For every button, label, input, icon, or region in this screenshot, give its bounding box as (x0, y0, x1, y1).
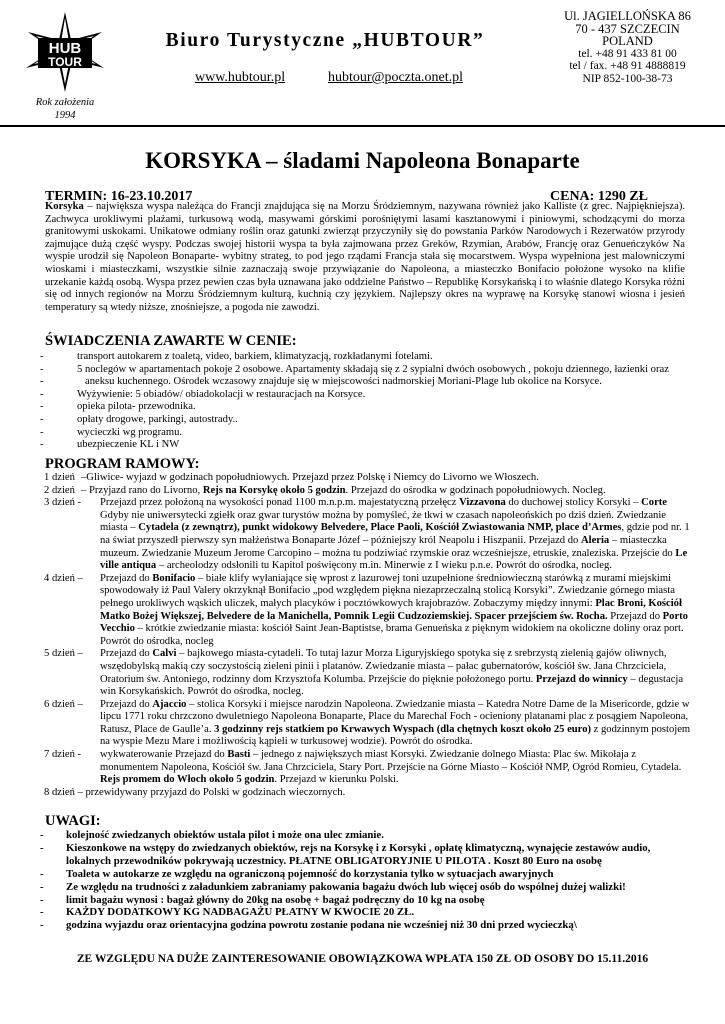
page-title: KORSYKA – śladami Napoleona Bonaparte (145, 148, 580, 173)
list-item: - opieka pilota- przewodnika. (40, 401, 690, 414)
list-item: - transport autokarem z toaletą, video, barkiem, klimatyzacją, rozkładanymi fotelami. (40, 351, 690, 364)
deposit-notice: ZE WZGLĘDU NA DUŻE ZAINTERESOWANIE OBOWIĄZKOWA WPŁATA 150 ZŁ OD OSOBY DO 15.11.2016 (76, 953, 649, 965)
intro-text: – największa wyspa należąca do Francji znajdująca się na Morzu Śródziemnym, nazywana również jako Kalliste (z grec. Najpiękniejsza). Zachwyca urokliwymi plażami, turkusową wodą, masywami górskimi porośniętymi lasami kasztanowymi i piniowymi, schodzącymi do morza granitowymi uskokami. Unikatowe odmiany roślin oraz gatunki zwierząt przyczyniły się do powstania Parków Narodowych i Rezerwatów przyrody zajmujące dużą część wyspy. Podczas swojej historii wyspa ta była zajmowana przez Greków, Rzymian, Arabów, Francję oraz Genueńczyków Na wyspie urodził się Napoleon Bonaparte- wybitny strateg, to pod jego rządami Francja stała się mocarstwem. Wyspa wypełniona jest malowniczymi wioskami i miasteczkami, wszystkie silnie zaznaczają swoje przywiązanie do Napoleona, a miasteczko Bonifacio położone wysoko na klifie urzekanie każdą osobą. Wyspa przez pewien czas była uznawana jako oddzielne Państwo – Republikę Korsykańską i to właśnie dlatego Korsyka różni się od innych regionów na Morzu Śródziemnym kulturą, kuchnią czy językiem. Najlepszy okres na wyprawę na Korsykę stanowi wiosna i jesień temperatury są wtedy niższe, znośniejsze, a pogoda nie zawodzi. (45, 201, 685, 313)
program-day-7: 7 dzień - wykwaterowanie Przejazd do Basti – jednego z największych miast Korsyki. Zwiedzanie dolnego Miasta: Plac św. Mikołaja z monumentem Napoleona, Kościół św. Jana Chrzciciela, Stary Port. Przejście na Górne Miasto – Kościół NMP, Ogród Romieu, Cytadela. Rejs promem do Włoch około 5 godzin. Przejazd w kierunku Polski. (44, 749, 682, 786)
notes-heading: UWAGI: (45, 813, 101, 829)
address-tel: tel. +48 91 433 81 00 (578, 47, 677, 60)
header-divider (0, 125, 725, 127)
hubtour-logo (22, 10, 108, 94)
list-item: - aneksu kuchennego. Ośrodek wczasowy znajduje się w miejscowości nadmorskiej Moriani-Plage lub okolice na Korsyce. (40, 376, 690, 389)
list-item: - limit bagażu wynosi : bagaż główny do 20kg na osobę + bagaż podręczny do 10 kg na osobę (40, 894, 690, 907)
address-fax: tel / fax. +48 91 4888819 (569, 60, 686, 72)
address-country: POLAND (602, 34, 653, 48)
intro-paragraph (45, 201, 685, 314)
list-item: - godzina wyjazdu oraz orientacyjna godzina powrotu zostanie podana nie wcześniej niż 30 dni przed wycieczką\ (40, 919, 690, 932)
founded-info (22, 96, 108, 122)
list-item: - 5 noclegów w apartamentach pokoje 2 osobowe. Apartamenty składają się z 2 sypialni dwóch osobowych , pokoju dziennego, łazienki oraz (40, 364, 690, 377)
program-day-8: 8 dzień – przewidywany przyjazd do Polski w godzinach wieczornych. (44, 786, 346, 798)
trip-dates: TERMIN: 16-23.10.2017 (45, 189, 193, 204)
list-item: - Kieszonkowe na wstępy do zwiedzanych obiektów, rejs na Korsykę i z Korsyki , opłatę klimatyczną, wynajęcie zestawów audio, lokalnych przewodników pokrywają uczestnicy. PŁATNE OBLIGATORYJNIE U PILOTA . Koszt 80 Euro na osobę (40, 842, 690, 868)
svg-text:TOUR: TOUR (48, 55, 82, 69)
services-list (40, 351, 690, 452)
program-day-1: 1 dzień –Gliwice- wyjazd w godzinach popołudniowych. Przejazd przez Polskę i Niemcy do Livorno we Włoszech. (44, 472, 539, 483)
list-item: - ubezpieczenie KL i NW (40, 439, 690, 452)
list-item: - wycieczki wg programu. (40, 427, 690, 440)
program-day-2: 2 dzień – Przyjazd rano do Livorno, Rejs na Korsykę około 5 godzin. Przejazd do ośrodka w godzinach popołudniowych. Nocleg. (44, 484, 606, 496)
intro-lead: Korsyka (45, 201, 84, 212)
program-heading: PROGRAM RAMOWY: (45, 456, 200, 472)
program-day-5: 5 dzień – Przejazd do Calvi – bajkowego miasta-cytadeli. To tutaj lazur Morza Liguryjskiego spotyka się z srebrzystą zielenią gajów oliwnych, wszędobylską makią czy soczystością zieleni pinii i platanów. Zwiedzanie miasta – pałac gubernatorów, kościół św. Jana Chrzciciela, Oratorium św. Antoniego, rodzinny dom Krzysztofa Kolumba. Przejście do pięknie położonego portu. Przejazd do winnicy – degustacja win Korsykańskich. Powrót do ośrodka, nocleg. (44, 648, 684, 698)
address-street: Ul. JAGIELLOŃSKA 86 (564, 9, 691, 23)
program-day-3: 3 dzień - Przejazd przez położoną na wysokości ponad 1100 m.n.p.m. majestatyczną przełęcz Vizzavona do duchowej stolicy Korsyki – Corte Gdyby nie uniwersytecki zgiełk oraz gwar turystów można by pomyśleć, że tkwi w czasach napoleońskich po dziś dzień. Zwiedzanie miasta – Cytadela (z zewnątrz), punkt widokowy Belvedere, Place Paoli, Kościół Zwiastowania NMP, place d’Armes, gdzie pod nr. 1 na świat przyszedł pierwszy syn małżeństwa Bonaparte Józef – późniejszy król Neapolu i Hiszpanii. Przejazd do Aleria – miasteczka muzeum. Zwiedzanie Muzeum Jerome Carcopino – można tu podziwiać rzymskie oraz wcześniejsze, etruskie, znaleziska. Przejście do Le ville antiqua – archeolodzy odsłonili tu Kapitol poświęcony m.in. Minerwie z I wieku p.n.e. Powrót do ośrodka, nocleg. (44, 497, 690, 572)
list-item: - Wyżywienie: 5 obiadów/ obiadokolacji w restauracjach na Korsyce. (40, 389, 690, 402)
notes-list (40, 829, 690, 932)
website-link[interactable]: www.hubtour.pl (195, 70, 286, 85)
founded-year: 1994 (54, 110, 76, 121)
email-link[interactable]: hubtour@poczta.onet.pl (328, 70, 463, 85)
list-item: - Ze względu na trudności z załadunkiem zabraniamy pakowania bagażu dwóch lub więcej osób do wspólnej dużej walizki! (40, 881, 690, 894)
trip-price: CENA: 1290 ZŁ (550, 189, 649, 204)
company-name: Biuro Turystyczne „HUBTOUR” (165, 30, 485, 51)
program-day-4: 4 dzień – Przejazd do Bonifacio – białe klify wyłaniające się wprost z lazurowej toni uzupełnione średniowieczną starówką z murami miejskimi spowodowały iż Paul Valery okrzyknął Bonifacio „pod względem piękna niezaprzeczalną stolicą Korsyki”. Zwiedzanie górnego miasta pełnego urokliwych wąskich uliczek, małych placyków i pocztówkowych krajobrazów. Zobaczymy między innymi: Plac Broni, Kościół Matko Bożej Większej, Belvedere de la Manichella, Pomnik Legii Cudzoziemskiej. Spacer przejściem św. Rocha. Przejazd do Porto Vecchio – krótkie zwiedzanie miasta: kościół Saint Jean-Baptistse, brama Genueńska z pięknym widokiem na okoliczne doliny oraz port. Powrót do ośrodka, nocleg (44, 572, 688, 647)
list-item: - opłaty drogowe, parkingi, autostrady.. (40, 414, 690, 427)
svg-text:HUB: HUB (48, 40, 82, 57)
program-list (44, 472, 694, 799)
address-nip: NIP 852-100-38-73 (582, 72, 673, 85)
services-heading: ŚWIADCZENIA ZAWARTE W CENIE: (45, 333, 297, 349)
company-address (540, 10, 715, 85)
address-city: 70 - 437 SZCZECIN (575, 21, 680, 36)
logo-star-icon (22, 10, 108, 94)
list-item: - KAŻDY DODATKOWY KG NADBAGAŻU PŁATNY W KWOCIE 20 ZŁ. (40, 906, 690, 919)
list-item: - Toaleta w autokarze ze względu na ograniczoną pojemność do korzystania tylko w sytuacjach awaryjnych (40, 868, 690, 881)
founded-label: Rok założenia (35, 97, 95, 108)
list-item: - kolejność zwiedzanych obiektów ustala pilot i może ona ulec zmianie. (40, 829, 690, 842)
program-day-6: 6 dzień – Przejazd do Ajaccio – stolica Korsyki i miejsce narodzin Napoleona. Zwiedzanie miasta – Katedra Notre Dame de la Misericorde, gdzie w lipcu 1771 roku chrzczono dwuletniego Napoleona Bonaparte, Place du Marechal Foch - ocieniony platanami plac z posągiem Napoleona, Ratusz, Place de Gaulle’a. 3 godzinny rejs statkiem po Krwawych Wyspach (dla chętnych koszt około 25 euro) z godzinnym postojem na wyspie Mezu Mare i możliwością kąpieli w turkusowej wodzie). Powrót do ośrodka. (44, 698, 691, 748)
